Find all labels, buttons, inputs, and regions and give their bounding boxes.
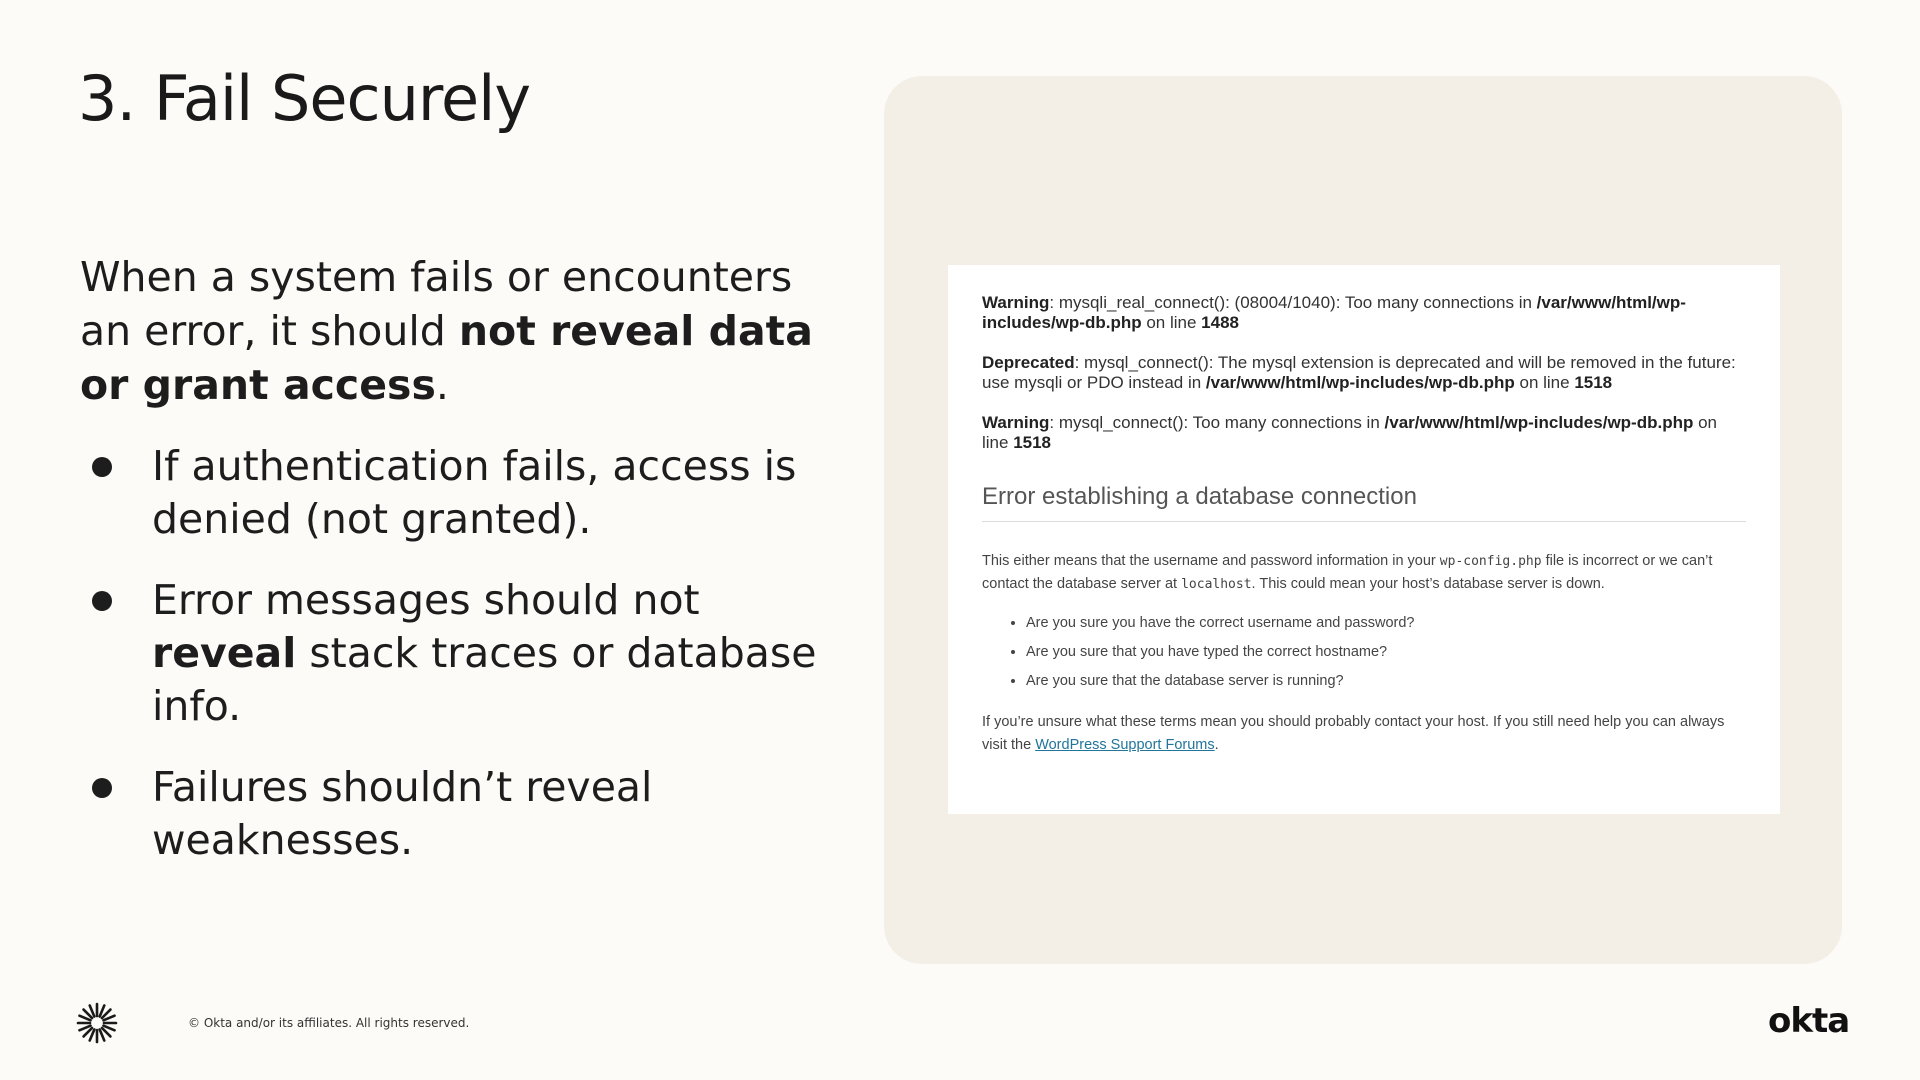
- php-message: [982, 413, 1746, 453]
- help-text-end: .: [1214, 737, 1219, 753]
- message-text: on line: [1514, 373, 1575, 392]
- help-text: [982, 711, 1746, 757]
- bullet-item: [80, 440, 840, 546]
- php-message: [982, 293, 1746, 333]
- bullet-item: [80, 761, 840, 867]
- error-text: This either means that the username and password information in your: [982, 553, 1440, 569]
- bullet-list: [80, 440, 840, 895]
- message-path: /var/www/html/wp-includes/wp-db.php: [1205, 373, 1515, 392]
- bullet-dot-icon: [92, 591, 112, 611]
- message-text: : mysql_connect(): The mysql extension is deprecated and will be removed in the future: use mysqli or PDO instead in: [982, 353, 1736, 392]
- slide-title: 3. Fail Securely: [78, 62, 531, 135]
- message-text: : mysql_connect(): Too many connections in: [1049, 413, 1385, 432]
- bullet-item: [80, 574, 840, 733]
- error-description: [982, 550, 1746, 596]
- intro-paragraph: [80, 250, 820, 412]
- help-text-body: If you’re unsure what these terms mean you should probably contact your host. If you still need help you can always visit the: [982, 714, 1725, 753]
- bullet-text: If authentication fails, access is denied (not granted).: [152, 442, 797, 543]
- error-text: file is incorrect or we can’t contact the database server at: [982, 553, 1713, 592]
- intro-bold: not reveal data or grant access: [80, 307, 813, 409]
- message-path: /var/www/html/wp-includes/wp-db.php: [1384, 413, 1694, 432]
- message-text: on line: [982, 413, 1717, 452]
- support-forums-link[interactable]: WordPress Support Forums: [1035, 737, 1215, 753]
- okta-logo: okta: [1768, 1001, 1850, 1041]
- message-level: Warning: [982, 293, 1050, 312]
- bullet-dot-icon: [92, 778, 112, 798]
- error-heading: Error establishing a database connection: [982, 483, 1746, 522]
- list-item: • Are you sure you have the correct username and password?: [1026, 614, 1746, 633]
- bullet-text: Failures shouldn’t reveal weaknesses.: [152, 763, 653, 864]
- message-line: 1518: [1574, 373, 1613, 392]
- php-message: [982, 353, 1746, 393]
- error-screenshot: [948, 265, 1780, 814]
- message-level: Warning: [982, 413, 1050, 432]
- message-line: 1488: [1201, 313, 1239, 332]
- copyright-text: © Okta and/or its affiliates. All rights reserved.: [188, 1016, 470, 1030]
- okta-sunburst-icon: [76, 1002, 118, 1044]
- bullet-bold: reveal: [152, 629, 297, 677]
- config-file-code: wp-config.php: [1439, 554, 1542, 569]
- intro-text-1: When a system fails or encounters an error, it should: [80, 253, 793, 355]
- list-item: • Are you sure that you have typed the correct hostname?: [1026, 643, 1746, 662]
- error-text: . This could mean your host’s database server is down.: [1251, 576, 1605, 592]
- host-code: localhost: [1181, 577, 1252, 592]
- message-text: on line: [1141, 313, 1202, 332]
- message-line: 1518: [1013, 433, 1052, 452]
- list-item: • Are you sure that the database server is running?: [1026, 672, 1746, 691]
- bullet-text-2: stack traces or database info.: [152, 629, 817, 730]
- troubleshooting-list: [982, 614, 1746, 691]
- bullet-text-1: Error messages should not: [152, 576, 700, 624]
- message-text: : mysqli_real_connect(): (08004/1040): Too many connections in: [1049, 293, 1537, 312]
- message-level: Deprecated: [982, 353, 1075, 372]
- screenshot-panel: [884, 76, 1842, 964]
- message-path: /var/www/html/wp-includes/wp-db.php: [982, 293, 1686, 332]
- intro-text-2: .: [435, 361, 449, 409]
- bullet-dot-icon: [92, 457, 112, 477]
